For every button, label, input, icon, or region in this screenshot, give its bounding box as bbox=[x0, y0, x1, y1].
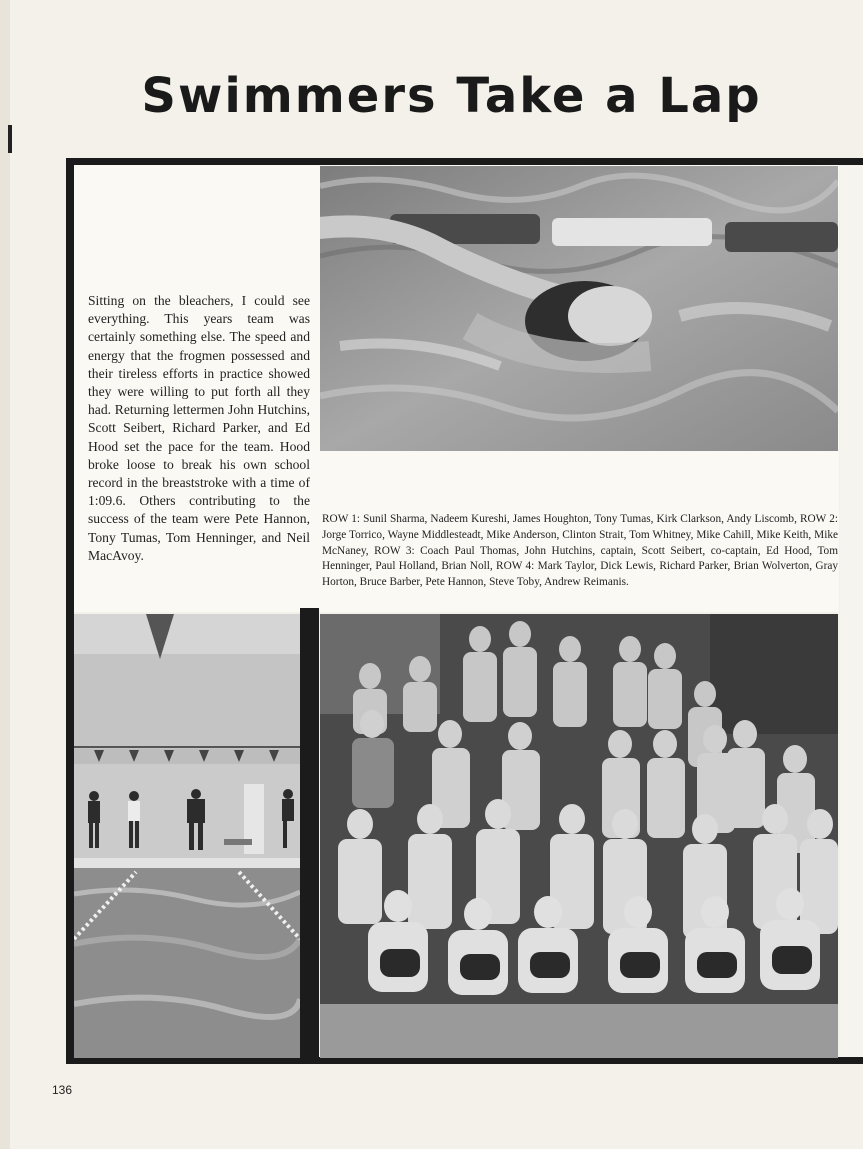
frame-left-border bbox=[66, 158, 74, 1064]
swimmer-photo bbox=[320, 166, 838, 451]
frame-divider bbox=[300, 608, 319, 1060]
frame-bottom-border bbox=[66, 1057, 863, 1064]
binding-mark bbox=[8, 125, 12, 153]
page-title: Swimmers Take a Lap bbox=[141, 68, 762, 124]
page-right-margin bbox=[840, 165, 863, 1057]
page-binding-edge bbox=[0, 0, 10, 1149]
pool-photo bbox=[74, 614, 300, 1058]
team-photo-caption: ROW 1: Sunil Sharma, Nadeem Kureshi, James Houghton, Tony Tumas, Kirk Clarkson, Andy Liscomb, ROW 2: Jorge Torrico, Wayne Middlesteadt, Mike Anderson, Clinton Strait, Tom Whitney, Mike Cahill, Mike Keith, Mike McNaney, ROW 3: Coach Paul Thomas, John Hutchins, captain, Scott Seibert, co-captain, Ed Hood, Tom Henninger, Paul Holland, Brian Noll, ROW 4: Mark Taylor, Dick Lewis, Richard Parker, Brian Wolverton, Gray Horton, Bruce Barber, Pete Hannon, Steve Toby, Andrew Reimanis. bbox=[322, 513, 838, 589]
team-photo bbox=[320, 614, 838, 1058]
story-text: Sitting on the bleachers, I could see everything. This years team was certainly something else. The speed and energy that the frogmen possessed and their tireless efforts in practice showed they were willing to put forth all they had. Returning lettermen John Hutchins, Scott Seibert, Richard Parker, and Ed Hood set the pace for the team. Hood broke loose to break his own school record in the breaststroke with a time of 1:09.6. Others contributing to the success of the team were Pete Hannon, Tony Tumas, Tom Henninger, and Neil MacAvoy. bbox=[88, 293, 310, 563]
frame-top-border bbox=[66, 158, 863, 165]
page-number: 136 bbox=[52, 1083, 73, 1097]
